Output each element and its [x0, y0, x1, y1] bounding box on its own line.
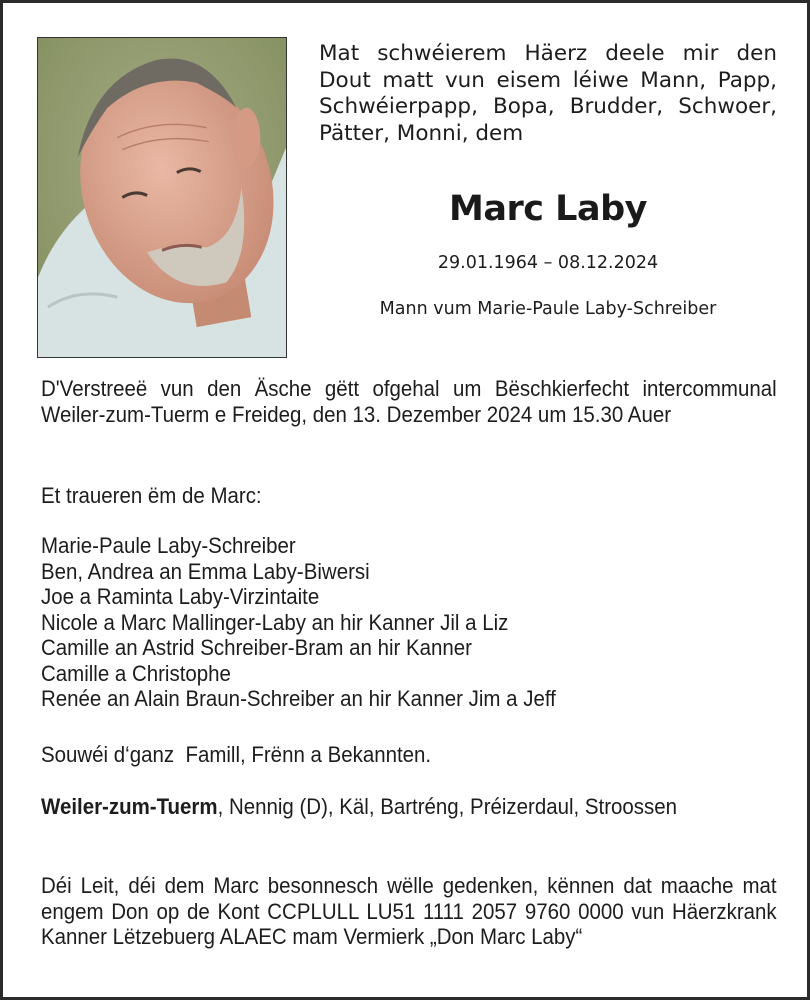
family-member: Camille an Astrid Schreiber-Bram an hir Kanner	[41, 635, 472, 660]
portrait-image	[38, 38, 286, 357]
places-others: , Nennig (D), Käl, Bartréng, Préizerdaul, Stroossen	[217, 794, 678, 819]
family-member: Marie-Paule Laby-Schreiber	[41, 533, 296, 558]
family-member: Joe a Raminta Laby-Virzintaite	[41, 584, 320, 609]
places-main-town: Weiler-zum-Tuerm	[41, 794, 218, 819]
friends-line: Souwéi d‘ganz Famill, Frënn a Bekannten.	[41, 742, 432, 767]
ceremony-announcement: D'Verstreeë vun den Äsche gëtt ofgehal um Bëschkierfecht intercommunal Weiler-zum-Tuerm e Freideg, den 13. Dezember 2024 um 15.30 Auer	[41, 376, 777, 427]
donation-notice: Déi Leit, déi dem Marc besonnesch wëlle gedenken, kënnen dat maache mat engem Don op de Kont CCPLULL LU51 1111 2057 9760 0000 vun Häerzkrank Kanner Lëtzebuerg ALAEC mam Vermierk „Don Marc Laby“	[41, 873, 777, 949]
family-member: Ben, Andrea an Emma Laby-Biwersi	[41, 558, 370, 584]
portrait-photo	[37, 37, 287, 358]
mourners-heading: Et traueren ëm de Marc:	[41, 483, 262, 508]
family-member: Renée an Alain Braun-Schreiber an hir Kanner Jim a Jeff	[41, 686, 556, 711]
intro-text: Mat schwéierem Häerz deele mir den Dout matt vun eisem léiwe Mann, Papp, Schwéierpapp, Bopa, Brudder, Schwoer, Pätter, Monni, dem	[319, 41, 777, 146]
family-member: Nicole a Marc Mallinger-Laby an hir Kanner Jil a Liz	[41, 609, 509, 635]
life-dates: 29.01.1964 – 08.12.2024	[437, 253, 659, 273]
family-list	[41, 533, 777, 712]
spouse-relation: Mann vum Marie-Paule Laby-Schreiber	[379, 299, 717, 319]
places-line	[41, 794, 777, 820]
family-member: Camille a Christophe	[41, 660, 231, 686]
deceased-name: Marc Laby	[449, 189, 647, 229]
